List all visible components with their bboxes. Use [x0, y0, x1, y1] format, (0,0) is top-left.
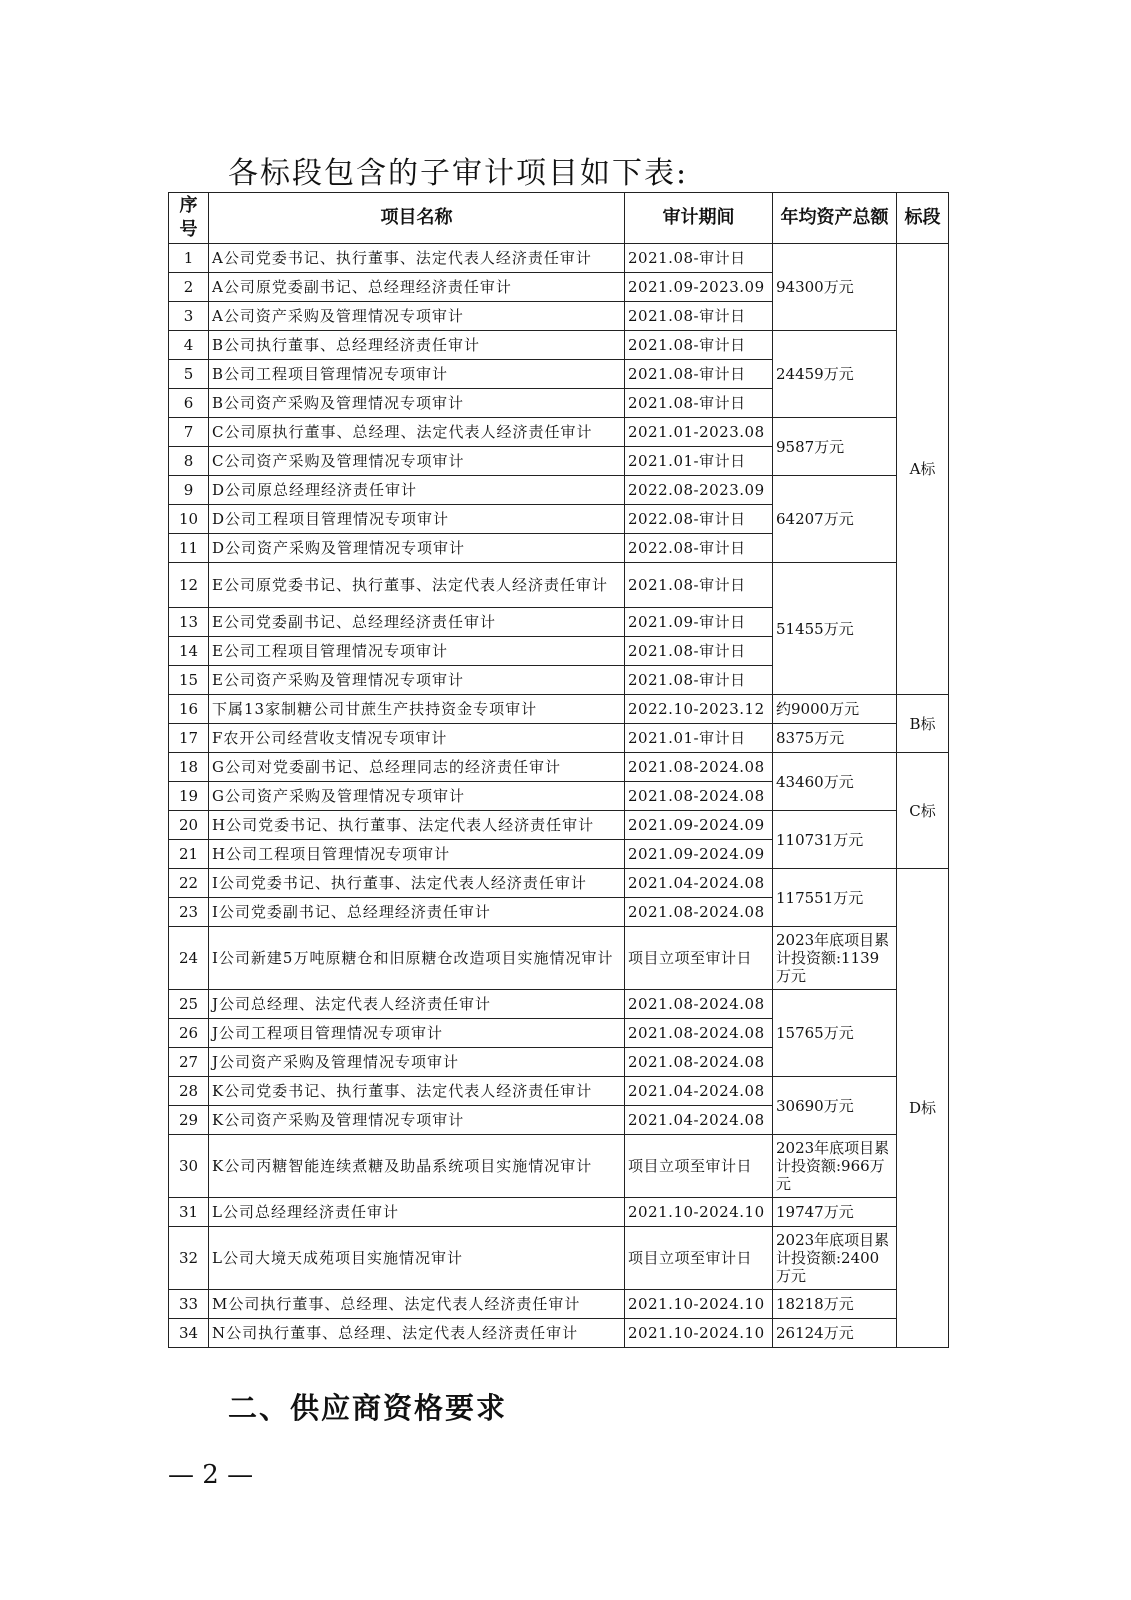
project-name: L公司大境天成苑项目实施情况审计	[209, 1227, 625, 1290]
table-row	[169, 1290, 949, 1319]
section-label: D标	[897, 869, 949, 1348]
annual-assets: 9587万元	[773, 418, 897, 476]
project-name: H公司党委书记、执行董事、法定代表人经济责任审计	[209, 811, 625, 840]
audit-period: 2021.08-审计日	[625, 563, 773, 608]
project-name: I公司党委书记、执行董事、法定代表人经济责任审计	[209, 869, 625, 898]
section-label: B标	[897, 695, 949, 753]
project-name: K公司党委书记、执行董事、法定代表人经济责任审计	[209, 1077, 625, 1106]
project-name: N公司执行董事、总经理、法定代表人经济责任审计	[209, 1319, 625, 1348]
project-name: B公司工程项目管理情况专项审计	[209, 360, 625, 389]
annual-assets: 64207万元	[773, 476, 897, 563]
project-name: 下属13家制糖公司甘蔗生产扶持资金专项审计	[209, 695, 625, 724]
row-no: 30	[169, 1135, 209, 1198]
project-name: F农开公司经营收支情况专项审计	[209, 724, 625, 753]
audit-period: 2021.10-2024.10	[625, 1290, 773, 1319]
header-audit-period: 审计期间	[625, 193, 773, 244]
annual-assets: 8375万元	[773, 724, 897, 753]
table-row	[169, 1135, 949, 1198]
audit-period: 2021.08-审计日	[625, 244, 773, 273]
annual-assets: 94300万元	[773, 244, 897, 331]
row-no: 10	[169, 505, 209, 534]
project-name: C公司资产采购及管理情况专项审计	[209, 447, 625, 476]
audit-period: 项目立项至审计日	[625, 1135, 773, 1198]
audit-period: 2021.09-2024.09	[625, 840, 773, 869]
project-name: H公司工程项目管理情况专项审计	[209, 840, 625, 869]
row-no: 28	[169, 1077, 209, 1106]
row-no: 3	[169, 302, 209, 331]
audit-period: 2021.08-审计日	[625, 637, 773, 666]
table-row	[169, 331, 949, 360]
row-no: 8	[169, 447, 209, 476]
table-row	[169, 990, 949, 1019]
project-name: E公司原党委书记、执行董事、法定代表人经济责任审计	[209, 563, 625, 608]
audit-period: 2021.01-审计日	[625, 447, 773, 476]
table-row	[169, 418, 949, 447]
row-no: 11	[169, 534, 209, 563]
audit-period: 2021.09-2024.09	[625, 811, 773, 840]
audit-period: 2021.08-审计日	[625, 666, 773, 695]
project-name: I公司党委副书记、总经理经济责任审计	[209, 898, 625, 927]
project-name: B公司执行董事、总经理经济责任审计	[209, 331, 625, 360]
audit-period: 2021.08-2024.08	[625, 753, 773, 782]
annual-assets: 110731万元	[773, 811, 897, 869]
row-no: 24	[169, 927, 209, 990]
project-name: D公司资产采购及管理情况专项审计	[209, 534, 625, 563]
project-name: G公司资产采购及管理情况专项审计	[209, 782, 625, 811]
audit-period: 2021.08-2024.08	[625, 1019, 773, 1048]
row-no: 13	[169, 608, 209, 637]
header-section: 标段	[897, 193, 949, 244]
row-no: 12	[169, 563, 209, 608]
project-name: A公司资产采购及管理情况专项审计	[209, 302, 625, 331]
section-label: C标	[897, 753, 949, 869]
project-name: D公司原总经理经济责任审计	[209, 476, 625, 505]
header-no: 序号	[169, 193, 209, 244]
row-no: 17	[169, 724, 209, 753]
project-name: E公司工程项目管理情况专项审计	[209, 637, 625, 666]
row-no: 18	[169, 753, 209, 782]
annual-assets: 30690万元	[773, 1077, 897, 1135]
table-row	[169, 927, 949, 990]
row-no: 6	[169, 389, 209, 418]
audit-period: 2021.04-2024.08	[625, 869, 773, 898]
annual-assets: 43460万元	[773, 753, 897, 811]
header-annual-assets: 年均资产总额	[773, 193, 897, 244]
row-no: 25	[169, 990, 209, 1019]
row-no: 27	[169, 1048, 209, 1077]
audit-period: 2021.08-2024.08	[625, 898, 773, 927]
audit-period: 2022.08-审计日	[625, 505, 773, 534]
audit-projects-table	[168, 192, 949, 1348]
table-header-row	[169, 193, 949, 244]
header-project-name: 项目名称	[209, 193, 625, 244]
annual-assets: 51455万元	[773, 563, 897, 695]
table-row	[169, 1077, 949, 1106]
row-no: 5	[169, 360, 209, 389]
row-no: 9	[169, 476, 209, 505]
audit-period: 2021.08-审计日	[625, 302, 773, 331]
project-name: J公司资产采购及管理情况专项审计	[209, 1048, 625, 1077]
project-name: L公司总经理经济责任审计	[209, 1198, 625, 1227]
audit-period: 2021.04-2024.08	[625, 1106, 773, 1135]
table-row	[169, 244, 949, 273]
row-no: 20	[169, 811, 209, 840]
audit-period: 2021.08-审计日	[625, 331, 773, 360]
table-row	[169, 1227, 949, 1290]
audit-period: 2021.08-审计日	[625, 360, 773, 389]
table-row	[169, 695, 949, 724]
audit-period: 2021.08-2024.08	[625, 1048, 773, 1077]
table-row	[169, 724, 949, 753]
section-heading-supplier-qualifications: 二、供应商资格要求	[228, 1391, 508, 1425]
project-name: D公司工程项目管理情况专项审计	[209, 505, 625, 534]
project-name: J公司总经理、法定代表人经济责任审计	[209, 990, 625, 1019]
row-no: 32	[169, 1227, 209, 1290]
project-name: B公司资产采购及管理情况专项审计	[209, 389, 625, 418]
row-no: 4	[169, 331, 209, 360]
row-no: 22	[169, 869, 209, 898]
project-name: A公司党委书记、执行董事、法定代表人经济责任审计	[209, 244, 625, 273]
audit-period: 2022.10-2023.12	[625, 695, 773, 724]
audit-period: 2022.08-审计日	[625, 534, 773, 563]
row-no: 31	[169, 1198, 209, 1227]
project-name: J公司工程项目管理情况专项审计	[209, 1019, 625, 1048]
annual-assets: 117551万元	[773, 869, 897, 927]
table-row	[169, 563, 949, 608]
audit-period: 2021.10-2024.10	[625, 1198, 773, 1227]
project-name: C公司原执行董事、总经理、法定代表人经济责任审计	[209, 418, 625, 447]
project-name: A公司原党委副书记、总经理经济责任审计	[209, 273, 625, 302]
table-intro: 各标段包含的子审计项目如下表:	[228, 156, 689, 191]
table-row	[169, 869, 949, 898]
row-no: 19	[169, 782, 209, 811]
project-name: I公司新建5万吨原糖仓和旧原糖仓改造项目实施情况审计	[209, 927, 625, 990]
row-no: 16	[169, 695, 209, 724]
row-no: 33	[169, 1290, 209, 1319]
row-no: 26	[169, 1019, 209, 1048]
audit-period: 2021.01-2023.08	[625, 418, 773, 447]
project-name: G公司对党委副书记、总经理同志的经济责任审计	[209, 753, 625, 782]
table-row	[169, 1198, 949, 1227]
audit-period: 2021.10-2024.10	[625, 1319, 773, 1348]
annual-assets: 2023年底项目累计投资额:2400万元	[773, 1227, 897, 1290]
project-name: E公司资产采购及管理情况专项审计	[209, 666, 625, 695]
audit-period: 项目立项至审计日	[625, 1227, 773, 1290]
row-no: 7	[169, 418, 209, 447]
row-no: 21	[169, 840, 209, 869]
table-row	[169, 811, 949, 840]
row-no: 1	[169, 244, 209, 273]
audit-period: 2022.08-2023.09	[625, 476, 773, 505]
row-no: 29	[169, 1106, 209, 1135]
audit-period: 2021.08-审计日	[625, 389, 773, 418]
row-no: 14	[169, 637, 209, 666]
row-no: 34	[169, 1319, 209, 1348]
annual-assets: 19747万元	[773, 1198, 897, 1227]
table-row	[169, 1319, 949, 1348]
audit-period: 2021.04-2024.08	[625, 1077, 773, 1106]
annual-assets: 2023年底项目累计投资额:966万元	[773, 1135, 897, 1198]
audit-period: 2021.01-审计日	[625, 724, 773, 753]
project-name: K公司丙糖智能连续煮糖及助晶系统项目实施情况审计	[209, 1135, 625, 1198]
project-name: M公司执行董事、总经理、法定代表人经济责任审计	[209, 1290, 625, 1319]
section-label: A标	[897, 244, 949, 695]
annual-assets: 15765万元	[773, 990, 897, 1077]
audit-period: 2021.08-2024.08	[625, 990, 773, 1019]
page-number: — 2 —	[168, 1460, 254, 1490]
row-no: 23	[169, 898, 209, 927]
annual-assets: 2023年底项目累计投资额:1139万元	[773, 927, 897, 990]
table-row	[169, 753, 949, 782]
row-no: 15	[169, 666, 209, 695]
project-name: K公司资产采购及管理情况专项审计	[209, 1106, 625, 1135]
row-no: 2	[169, 273, 209, 302]
project-name: E公司党委副书记、总经理经济责任审计	[209, 608, 625, 637]
annual-assets: 26124万元	[773, 1319, 897, 1348]
table-row	[169, 476, 949, 505]
audit-period: 项目立项至审计日	[625, 927, 773, 990]
audit-period: 2021.09-2023.09	[625, 273, 773, 302]
audit-period: 2021.08-2024.08	[625, 782, 773, 811]
annual-assets: 约9000万元	[773, 695, 897, 724]
audit-period: 2021.09-审计日	[625, 608, 773, 637]
annual-assets: 18218万元	[773, 1290, 897, 1319]
annual-assets: 24459万元	[773, 331, 897, 418]
